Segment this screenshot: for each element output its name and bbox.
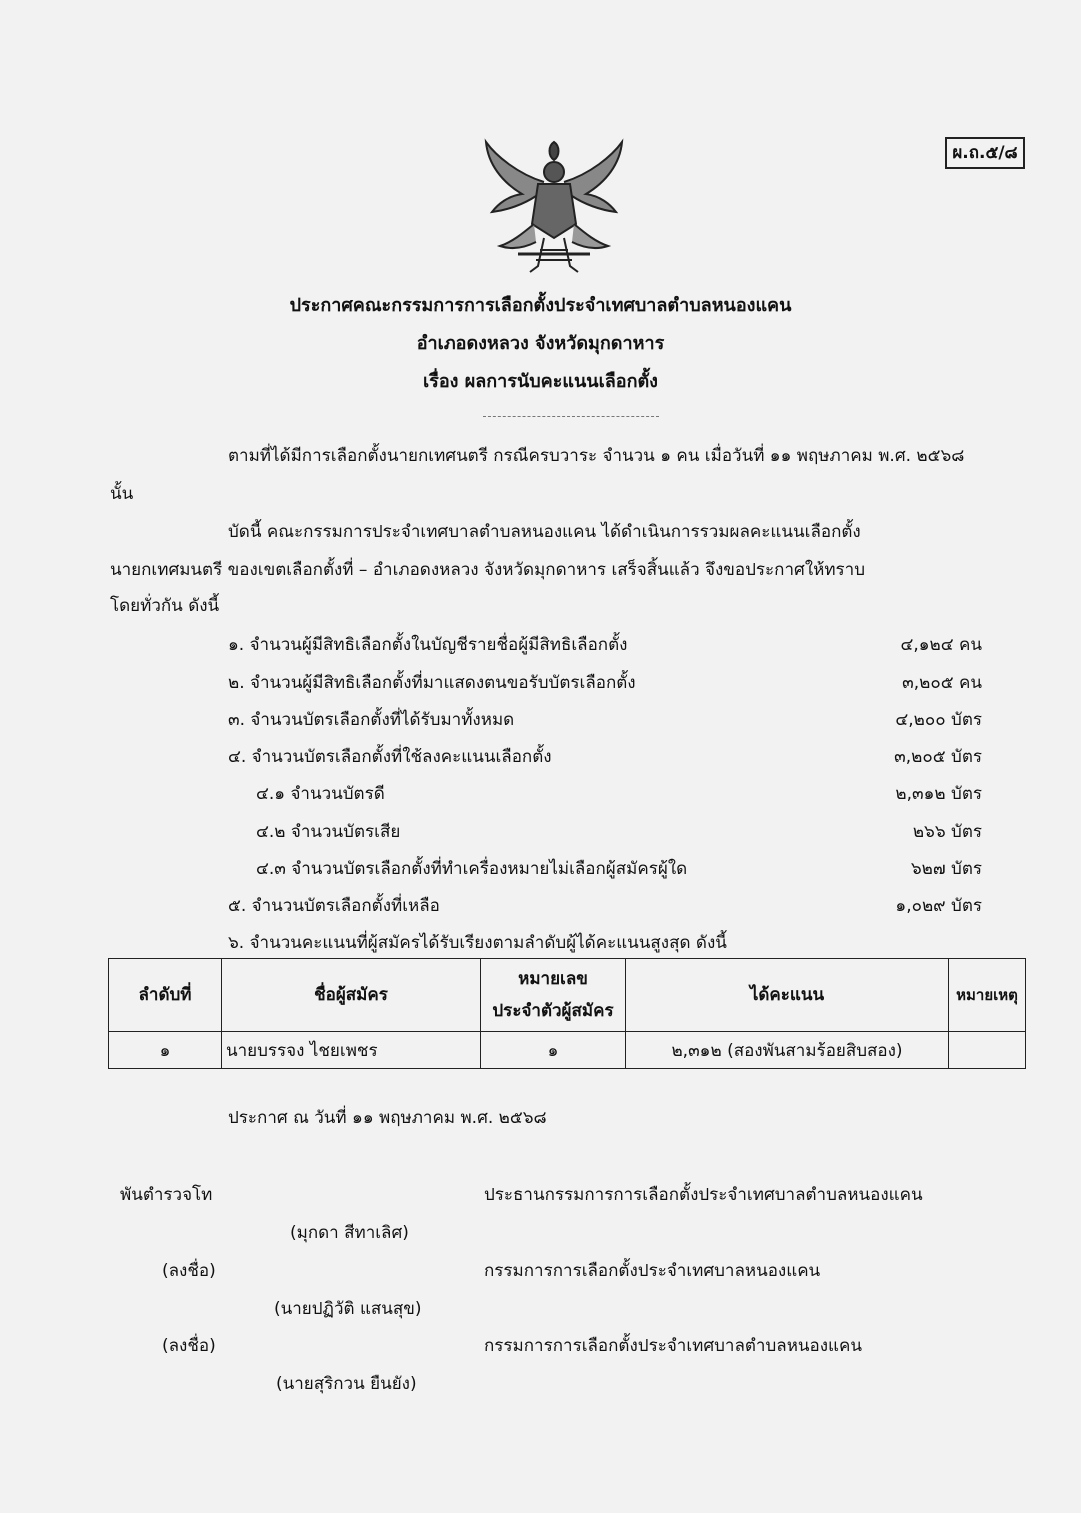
item-label: ๓. จำนวนบัตรเลือกตั้งที่ได้รับมาทั้งหมด (228, 710, 515, 730)
cell-number: ๑ (481, 1032, 626, 1069)
item-value: ๒,๓๑๒ บัตร (895, 784, 982, 804)
header-number (481, 959, 626, 1032)
header-line-1: ประกาศคณะกรรมการการเลือกตั้งประจำเทศบาลตำบลหนองแคน (289, 295, 792, 316)
cell-remark (949, 1032, 1026, 1069)
signature-prefix: (ลงชื่อ) (162, 1261, 216, 1281)
intro-line-5: โดยทั่วกัน ดังนี้ (110, 596, 220, 616)
item-value: ๓,๒๐๕ บัตร (894, 747, 982, 767)
item-label: ๕. จำนวนบัตรเลือกตั้งที่เหลือ (228, 896, 440, 916)
table-row (109, 1032, 1026, 1069)
signature-prefix: (ลงชื่อ) (162, 1336, 216, 1356)
item-value: ๔,๑๒๔ คน (900, 635, 982, 655)
signature-position: ประธานกรรมการการเลือกตั้งประจำเทศบาลตำบลหนองแคน (484, 1185, 923, 1205)
header-votes: ได้คะแนน (626, 959, 949, 1032)
results-table (108, 958, 1026, 1069)
header-number-line2: ประจำตัวผู้สมัคร (492, 1001, 614, 1021)
header-name: ชื่อผู้สมัคร (222, 959, 481, 1032)
item-label: ๔.๑ จำนวนบัตรดี (256, 784, 385, 804)
item-label: ๑. จำนวนผู้มีสิทธิเลือกตั้งในบัญชีรายชื่อผู้มีสิทธิเลือกตั้ง (228, 635, 628, 655)
signature-position: กรรมการการเลือกตั้งประจำเทศบาลหนองแคน (484, 1261, 821, 1281)
item-value: ๔,๒๐๐ บัตร (895, 710, 982, 730)
cell-rank: ๑ (109, 1032, 222, 1069)
table-header-row (109, 959, 1026, 1032)
signature-name: (นายสุริกวน ยืนยัง) (276, 1374, 417, 1394)
intro-line-4: นายกเทศมนตรี ของเขตเลือกตั้งที่ – อำเภอดงหลวง จังหวัดมุกดาหาร เสร็จสิ้นแล้ว จึงขอประกาศให้ทราบ (110, 560, 865, 580)
item-value: ๖๒๗ บัตร (910, 859, 982, 879)
header-subject: เรื่อง ผลการนับคะแนนเลือกตั้ง (423, 371, 658, 392)
signature-name: (มุกดา สีทาเลิศ) (290, 1223, 409, 1243)
signature-position: กรรมการการเลือกตั้งประจำเทศบาลตำบลหนองแคน (484, 1336, 862, 1356)
header-divider (483, 416, 659, 417)
header-rank: ลำดับที่ (109, 959, 222, 1032)
header-remark: หมายเหตุ (949, 959, 1026, 1032)
item-value: ๒๖๖ บัตร (912, 822, 982, 842)
form-code-box: ผ.ถ.๕/๘ (945, 137, 1025, 169)
announce-date: ประกาศ ณ วันที่ ๑๑ พฤษภาคม พ.ศ. ๒๕๖๘ (228, 1108, 547, 1128)
item-value: ๓,๒๐๕ คน (902, 673, 982, 693)
intro-line-1: ตามที่ได้มีการเลือกตั้งนายกเทศนตรี กรณีครบวาระ จำนวน ๑ คน เมื่อวันที่ ๑๑ พฤษภาคม พ.ศ. ๒๕๖๘ (228, 446, 965, 466)
item-label: ๖. จำนวนคะแนนที่ผู้สมัครได้รับเรียงตามลำดับผู้ได้คะแนนสูงสุด ดังนี้ (228, 933, 727, 953)
item-label: ๔.๒ จำนวนบัตรเสีย (256, 822, 401, 842)
signature-name: (นายปฏิวัติ แสนสุข) (274, 1299, 422, 1319)
item-label: ๒. จำนวนผู้มีสิทธิเลือกตั้งที่มาแสดงตนขอรับบัตรเลือกตั้ง (228, 673, 636, 693)
intro-line-3: บัดนี้ คณะกรรมการประจำเทศบาลตำบลหนองแคน ได้ดำเนินการรวมผลคะแนนเลือกตั้ง (228, 522, 861, 542)
item-label: ๔.๓ จำนวนบัตรเลือกตั้งที่ทำเครื่องหมายไม่เลือกผู้สมัครผู้ใด (256, 859, 688, 879)
intro-line-2: นั้น (110, 484, 134, 504)
cell-votes: ๒,๓๑๒ (สองพันสามร้อยสิบสอง) (626, 1032, 949, 1069)
garuda-emblem-icon (478, 138, 630, 278)
cell-name: นายบรรจง ไชยเพชร (222, 1032, 481, 1069)
item-label: ๔. จำนวนบัตรเลือกตั้งที่ใช้ลงคะแนนเลือกตั้ง (228, 747, 552, 767)
item-value: ๑,๐๒๙ บัตร (895, 896, 982, 916)
header-line-2: อำเภอดงหลวง จังหวัดมุกดาหาร (416, 333, 665, 354)
header-number-line1: หมายเลข (518, 968, 588, 989)
signature-prefix: พันตำรวจโท (120, 1185, 213, 1205)
